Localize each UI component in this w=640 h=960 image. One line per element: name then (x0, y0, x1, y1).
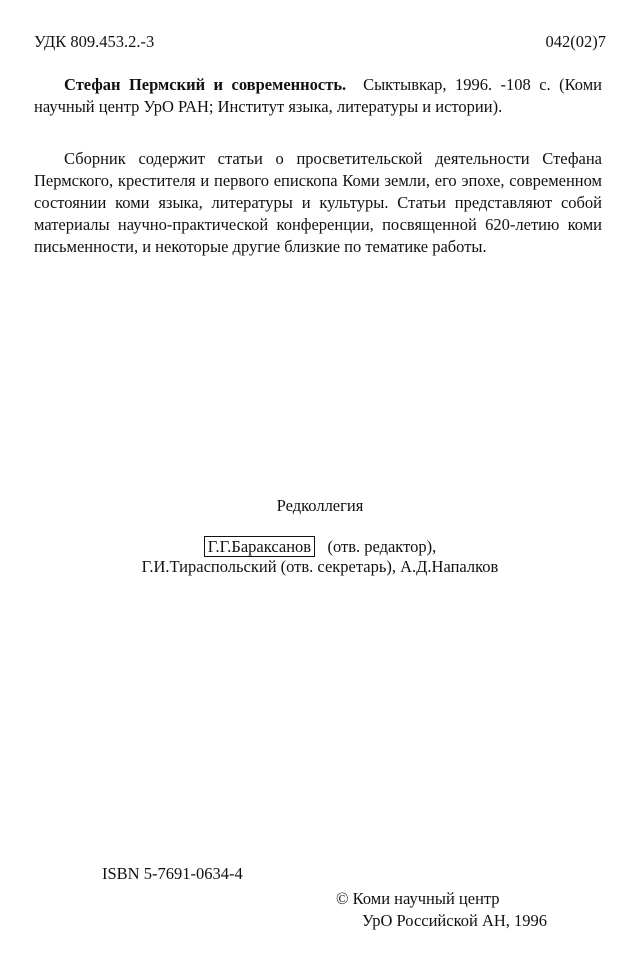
editorial-board-line-2: Г.И.Тираспольский (отв. секретарь), А.Д.Напалков (141, 557, 499, 576)
udk-code: УДК 809.453.2.-3 (34, 32, 155, 51)
isbn: ISBN 5-7691-0634-4 (102, 864, 243, 883)
abstract-paragraph (34, 148, 602, 258)
copyright-line-1: © Коми научный центр (336, 889, 500, 908)
editorial-board-title: Редколлегия (276, 496, 364, 515)
editorial-board-line-1 (0, 537, 640, 557)
copyright-notice (336, 888, 547, 932)
book-title: Стефан Пермский и современность. (64, 75, 347, 94)
bibliographic-details: Сыктывкар, 1996. -108 с. (Коми научный центр УрО РАН; Институт языка, литературы и истории). (34, 75, 602, 116)
classification-code: 042(02)7 (545, 32, 606, 51)
copyright-line-2: УрО Российской АН, 1996 (362, 911, 548, 930)
abstract-text: Сборник содержит статьи о просветительской деятельности Стефана Пермского, крестителя и первого епископа Коми земли, его эпохе, современном состоянии коми языка, литературы и культуры. Статьи представляют собой материалы научно-практической конференции, посвященной 620-летию коми письменности, и некоторые другие близкие по тематике работы. (34, 149, 602, 256)
editor-name: Г.Г.Бараксанов (204, 536, 315, 557)
editor-role: (отв. редактор), (327, 537, 437, 556)
bibliographic-entry (34, 74, 602, 118)
